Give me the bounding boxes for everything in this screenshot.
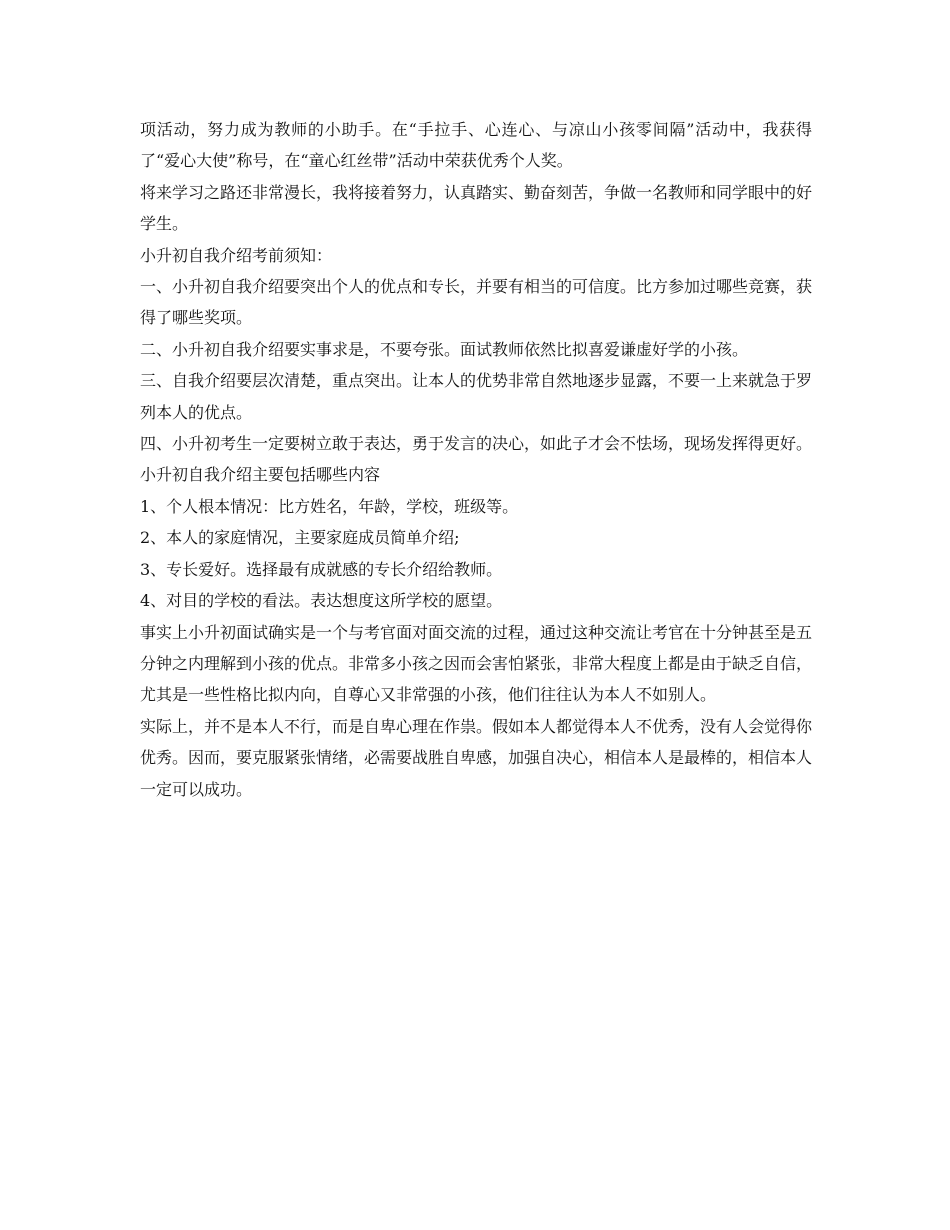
content-item-3: 3、专长爱好。选择最有成就感的专长介绍给教师。 — [140, 559, 503, 579]
note-item-4: 四、小升初考生一定要树立敢于表达，勇于发言的决心，如此子才会不怯场，现场发挥得更好。 — [140, 434, 813, 454]
note-item-3: 三、自我介绍要层次清楚，重点突出。让本人的优势非常自然地逐步显露，不要一上来就急于罗列本人的优点。 — [140, 371, 813, 422]
note-item-2: 二、小升初自我介绍要实事求是，不要夸张。面试教师依然比拟喜爱谦虚好学的小孩。 — [140, 339, 749, 359]
document-body — [140, 114, 812, 805]
paragraph-interview-process: 事实上小升初面试确实是一个与考官面对面交流的过程，通过这种交流让考官在十分钟甚至是五分钟之内理解到小孩的优点。非常多小孩之因而会害怕紧张，非常大程度上都是由于缺乏自信，尤其是一些性格比拟内向，自尊心又非常强的小孩，他们往往认为本人不如别人。 — [140, 622, 813, 705]
note-item-1: 一、小升初自我介绍要突出个人的优点和专长，并要有相当的可信度。比方参加过哪些竞赛，获得了哪些奖项。 — [140, 277, 813, 328]
content-item-2: 2、本人的家庭情况，主要家庭成员简单介绍; — [140, 528, 460, 548]
heading-intro-contents: 小升初自我介绍主要包括哪些内容 — [140, 465, 381, 485]
paragraph-activities: 项活动，努力成为教师的小助手。在“手拉手、心连心、与凉山小孩零间隔”活动中，我获得了“爱心大使”称号，在“童心红丝带”活动中荣获优秀个人奖。 — [140, 120, 812, 171]
paragraph-confidence: 实际上，并不是本人不行，而是自卑心理在作祟。假如本人都觉得本人不优秀，没有人会觉得你优秀。因而，要克服紧张情绪，必需要战胜自卑感，加强自决心，相信本人是最棒的，相信本人一定可以成功。 — [140, 716, 813, 799]
paragraph-future-study: 将来学习之路还非常漫长，我将接着努力，认真踏实、勤奋刻苦，争做一名教师和同学眼中的好学生。 — [140, 182, 813, 234]
content-item-4: 4、对目的学校的看法。表达想度这所学校的愿望。 — [140, 591, 503, 611]
content-item-1: 1、个人根本情况：比方姓名，年龄，学校，班级等。 — [140, 496, 519, 516]
heading-exam-notes: 小升初自我介绍考前须知： — [140, 245, 333, 265]
